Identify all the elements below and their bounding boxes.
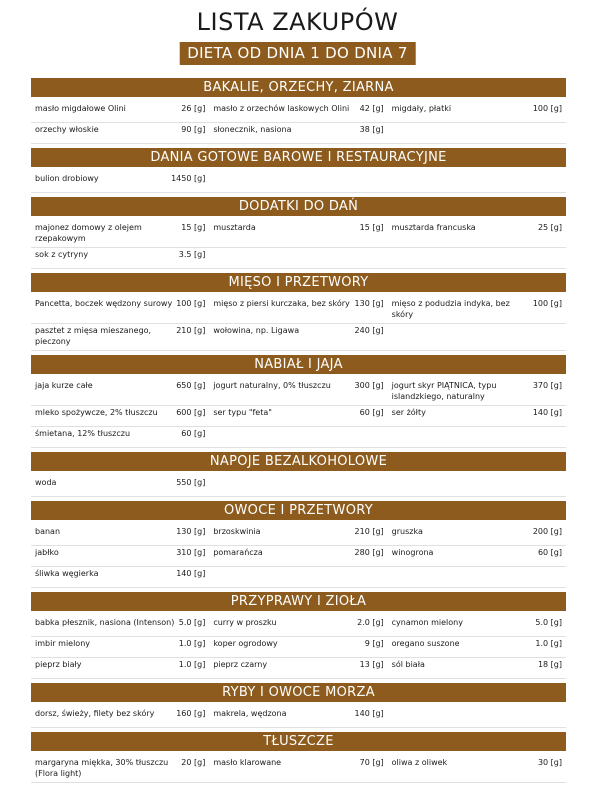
empty-cell (209, 476, 387, 497)
category-section (31, 592, 566, 679)
item-name: koper ogrodowy (213, 639, 278, 648)
list-item (388, 102, 566, 123)
item-quantity: 26 [g] (181, 104, 206, 113)
item-row (31, 297, 566, 324)
list-item (31, 637, 209, 658)
item-name: cynamon mielony (391, 618, 463, 627)
item-name: musztarda francuska (391, 223, 476, 232)
item-name: woda (35, 478, 57, 487)
list-item (209, 756, 387, 783)
list-item (209, 406, 387, 427)
list-item (31, 707, 209, 728)
item-row (31, 248, 566, 269)
category-header: PRZYPRAWY I ZIOŁA (31, 592, 566, 611)
item-name: makrela, wędzona (213, 709, 287, 718)
category-section (31, 732, 566, 783)
item-quantity: 130 [g] (176, 527, 206, 536)
item-quantity: 210 [g] (176, 326, 206, 335)
list-item (209, 324, 387, 351)
item-quantity: 300 [g] (354, 381, 384, 390)
category-section (31, 148, 566, 193)
item-quantity: 70 [g] (359, 758, 384, 767)
item-quantity: 38 [g] (359, 125, 384, 134)
list-item (388, 546, 566, 567)
item-quantity: 90 [g] (181, 125, 206, 134)
item-quantity: 25 [g] (537, 223, 562, 232)
list-item (31, 546, 209, 567)
item-name: ser typu "feta" (213, 408, 272, 417)
item-quantity: 210 [g] (354, 527, 384, 536)
item-name: banan (35, 527, 61, 536)
item-row (31, 102, 566, 123)
list-item (388, 379, 566, 406)
list-item (31, 123, 209, 144)
item-quantity: 310 [g] (176, 548, 206, 557)
item-name: brzoskwinia (213, 527, 261, 536)
list-item (31, 476, 209, 497)
item-name: masło z orzechów laskowych Olini (213, 104, 350, 113)
item-name: jaja kurze całe (35, 381, 93, 390)
empty-cell (209, 172, 387, 193)
item-row (31, 406, 566, 427)
shopping-list (31, 78, 566, 787)
diet-period-banner: DIETA OD DNIA 1 DO DNIA 7 (179, 42, 416, 65)
list-item (31, 406, 209, 427)
item-quantity: 240 [g] (354, 326, 384, 335)
item-quantity: 13 [g] (359, 660, 384, 669)
list-item (31, 567, 209, 588)
item-row (31, 637, 566, 658)
list-item (209, 297, 387, 324)
category-section (31, 452, 566, 497)
list-item (31, 427, 209, 448)
item-quantity: 15 [g] (359, 223, 384, 232)
list-item (31, 102, 209, 123)
list-item (209, 546, 387, 567)
item-row (31, 525, 566, 546)
list-item (31, 248, 209, 269)
item-name: mięso z piersi kurczaka, bez skóry (213, 299, 350, 308)
empty-cell (388, 324, 566, 351)
item-name: babka płesznik, nasiona (Intenson) (35, 618, 175, 627)
list-item (31, 616, 209, 637)
item-name: majonez domowy z olejem rzepakowym (35, 223, 142, 243)
item-quantity: 140 [g] (532, 408, 562, 417)
item-row (31, 476, 566, 497)
item-name: pieprz biały (35, 660, 82, 669)
list-item (31, 221, 209, 248)
list-item (209, 658, 387, 679)
list-item (388, 297, 566, 324)
item-quantity: 1.0 [g] (535, 639, 562, 648)
item-quantity: 1450 [g] (171, 174, 206, 183)
item-name: musztarda (213, 223, 256, 232)
category-section (31, 683, 566, 728)
item-quantity: 5.0 [g] (178, 618, 206, 627)
item-quantity: 650 [g] (176, 381, 206, 390)
category-header: OWOCE I PRZETWORY (31, 501, 566, 520)
category-header: RYBY I OWOCE MORZA (31, 683, 566, 702)
list-item (31, 172, 209, 193)
item-name: winogrona (391, 548, 434, 557)
empty-cell (388, 172, 566, 193)
category-header: TŁUSZCZE (31, 732, 566, 751)
item-row (31, 616, 566, 637)
list-item (209, 707, 387, 728)
category-header: DANIA GOTOWE BAROWE I RESTAURACYJNE (31, 148, 566, 167)
list-item (388, 616, 566, 637)
item-name: curry w proszku (213, 618, 277, 627)
empty-cell (388, 707, 566, 728)
item-row (31, 546, 566, 567)
list-item (388, 756, 566, 783)
item-name: sól biała (391, 660, 425, 669)
list-item (388, 221, 566, 248)
list-item (31, 379, 209, 406)
empty-cell (209, 248, 387, 269)
list-item (209, 637, 387, 658)
item-name: pomarańcza (213, 548, 263, 557)
item-name: pieprz czarny (213, 660, 268, 669)
item-quantity: 42 [g] (359, 104, 384, 113)
list-item (388, 406, 566, 427)
item-row (31, 379, 566, 406)
item-quantity: 140 [g] (176, 569, 206, 578)
item-name: śliwka węgierka (35, 569, 99, 578)
empty-cell (388, 476, 566, 497)
item-name: śmietana, 12% tłuszczu (35, 429, 131, 438)
category-section (31, 273, 566, 351)
empty-cell (209, 427, 387, 448)
category-section (31, 78, 566, 144)
item-name: oregano suszone (391, 639, 460, 648)
category-header: DODATKI DO DAŃ (31, 197, 566, 216)
list-item (31, 658, 209, 679)
list-item (388, 658, 566, 679)
page-title: LISTA ZAKUPÓW (196, 8, 399, 36)
item-quantity: 160 [g] (176, 709, 206, 718)
item-name: wołowina, np. Ligawa (213, 326, 300, 335)
empty-cell (209, 567, 387, 588)
item-row (31, 707, 566, 728)
item-quantity: 550 [g] (176, 478, 206, 487)
item-quantity: 280 [g] (354, 548, 384, 557)
item-name: orzechy włoskie (35, 125, 99, 134)
empty-cell (388, 567, 566, 588)
list-item (209, 525, 387, 546)
item-quantity: 2.0 [g] (357, 618, 384, 627)
item-row (31, 756, 566, 783)
item-row (31, 567, 566, 588)
item-quantity: 370 [g] (532, 381, 562, 390)
item-quantity: 140 [g] (354, 709, 384, 718)
item-quantity: 600 [g] (176, 408, 206, 417)
list-item (388, 637, 566, 658)
item-row (31, 658, 566, 679)
list-item (388, 525, 566, 546)
list-item (209, 102, 387, 123)
category-header: BAKALIE, ORZECHY, ZIARNA (31, 78, 566, 97)
list-item (209, 123, 387, 144)
item-quantity: 18 [g] (537, 660, 562, 669)
item-name: jabłko (35, 548, 59, 557)
item-name: masło klarowane (213, 758, 282, 767)
item-name: jogurt skyr PIĄTNICA, typu islandzkiego, naturalny (391, 381, 497, 401)
list-item (31, 756, 209, 783)
item-name: migdały, płatki (391, 104, 452, 113)
item-name: słonecznik, nasiona (213, 125, 292, 134)
item-quantity: 5.0 [g] (535, 618, 562, 627)
item-name: sok z cytryny (35, 250, 89, 259)
item-quantity: 60 [g] (537, 548, 562, 557)
item-name: pasztet z mięsa mieszanego, pieczony (35, 326, 152, 346)
item-row (31, 221, 566, 248)
item-name: oliwa z oliwek (391, 758, 448, 767)
item-quantity: 100 [g] (532, 104, 562, 113)
item-name: margaryna miękka, 30% tłuszczu (Flora light) (35, 758, 169, 778)
empty-cell (388, 427, 566, 448)
item-quantity: 200 [g] (532, 527, 562, 536)
item-quantity: 3.5 [g] (178, 250, 206, 259)
item-quantity: 9 [g] (364, 639, 384, 648)
item-row (31, 172, 566, 193)
item-quantity: 100 [g] (176, 299, 206, 308)
item-name: jogurt naturalny, 0% tłuszczu (213, 381, 331, 390)
list-item (31, 324, 209, 351)
item-name: dorsz, świeży, filety bez skóry (35, 709, 155, 718)
item-quantity: 1.0 [g] (178, 639, 206, 648)
item-row (31, 427, 566, 448)
item-name: mleko spożywcze, 2% tłuszczu (35, 408, 158, 417)
empty-cell (388, 123, 566, 144)
item-name: imbir mielony (35, 639, 91, 648)
list-item (31, 525, 209, 546)
item-name: mięso z podudzia indyka, bez skóry (391, 299, 510, 319)
item-name: bulion drobiowy (35, 174, 99, 183)
item-name: gruszka (391, 527, 423, 536)
item-quantity: 60 [g] (181, 429, 206, 438)
item-quantity: 1.0 [g] (178, 660, 206, 669)
item-row (31, 123, 566, 144)
category-section (31, 355, 566, 448)
item-name: ser żółty (391, 408, 426, 417)
item-quantity: 15 [g] (181, 223, 206, 232)
list-item (209, 221, 387, 248)
category-header: MIĘSO I PRZETWORY (31, 273, 566, 292)
category-section (31, 197, 566, 269)
list-item (31, 297, 209, 324)
category-header: NABIAŁ I JAJA (31, 355, 566, 374)
category-header: NAPOJE BEZALKOHOLOWE (31, 452, 566, 471)
empty-cell (388, 248, 566, 269)
item-quantity: 20 [g] (181, 758, 206, 767)
item-name: masło migdałowe Olini (35, 104, 126, 113)
item-quantity: 30 [g] (537, 758, 562, 767)
item-quantity: 130 [g] (354, 299, 384, 308)
category-section (31, 501, 566, 588)
item-name: Pancetta, boczek wędzony surowy (35, 299, 173, 308)
item-quantity: 60 [g] (359, 408, 384, 417)
list-item (209, 379, 387, 406)
list-item (209, 616, 387, 637)
item-row (31, 324, 566, 351)
item-quantity: 100 [g] (532, 299, 562, 308)
